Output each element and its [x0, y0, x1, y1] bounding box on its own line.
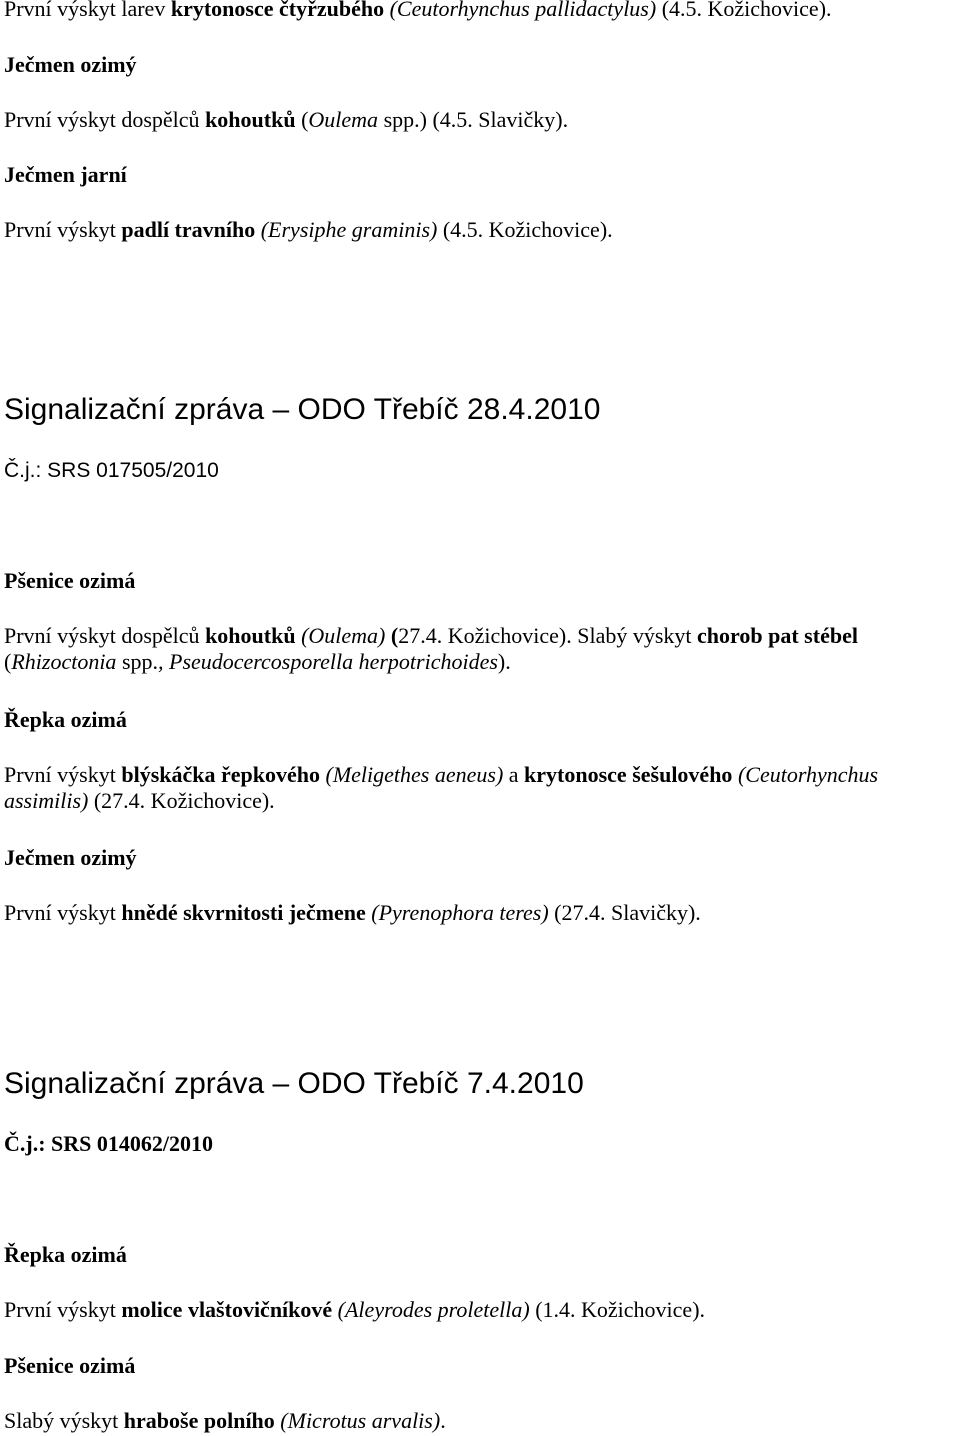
text-line: První výskyt larev krytonosce čtyřzubého (Ceutorhynchus pallidactylus) (4.5. Kožichovice).: [4, 0, 832, 21]
crop-heading: Pšenice ozimá: [4, 1353, 136, 1378]
crop-heading: Ječmen ozimý: [4, 52, 137, 77]
reference-number: Č.j.: SRS 014062/2010: [4, 1131, 214, 1156]
text-line: První výskyt molice vlaštovičníkové (Aleyrodes proletella) (1.4. Kožichovice).: [4, 1297, 706, 1322]
crop-heading: Řepka ozimá: [4, 707, 127, 732]
text-paragraph: První výskyt blýskáčka řepkového (Meligethes aeneus) a krytonosce šešulového (Ceutorhynchus assimilis) (27.4. Kožichovice).: [4, 762, 879, 813]
report-title: Signalizační zpráva – ODO Třebíč 7.4.2010: [4, 1067, 584, 1100]
crop-heading: Řepka ozimá: [4, 1242, 127, 1267]
report-title: Signalizační zpráva – ODO Třebíč 28.4.2010: [4, 393, 601, 426]
text-line: Slabý výskyt hraboše polního (Microtus arvalis).: [4, 1408, 446, 1433]
text-line: První výskyt hnědé skvrnitosti ječmene (Pyrenophora teres) (27.4. Slavičky).: [4, 900, 701, 925]
crop-heading: Ječmen jarní: [4, 162, 127, 187]
crop-heading: Pšenice ozimá: [4, 568, 136, 593]
text-line: První výskyt padlí travního (Erysiphe graminis) (4.5. Kožichovice).: [4, 217, 613, 242]
text-paragraph: První výskyt dospělců kohoutků (Oulema) (27.4. Kožichovice). Slabý výskyt chorob pat stébel (Rhizoctonia spp., Pseudocercosporella herpotrichoides).: [4, 623, 858, 674]
reference-number: Č.j.: SRS 017505/2010: [4, 459, 219, 482]
crop-heading: Ječmen ozimý: [4, 845, 137, 870]
text-line: První výskyt dospělců kohoutků (Oulema spp.) (4.5. Slavičky).: [4, 107, 569, 132]
